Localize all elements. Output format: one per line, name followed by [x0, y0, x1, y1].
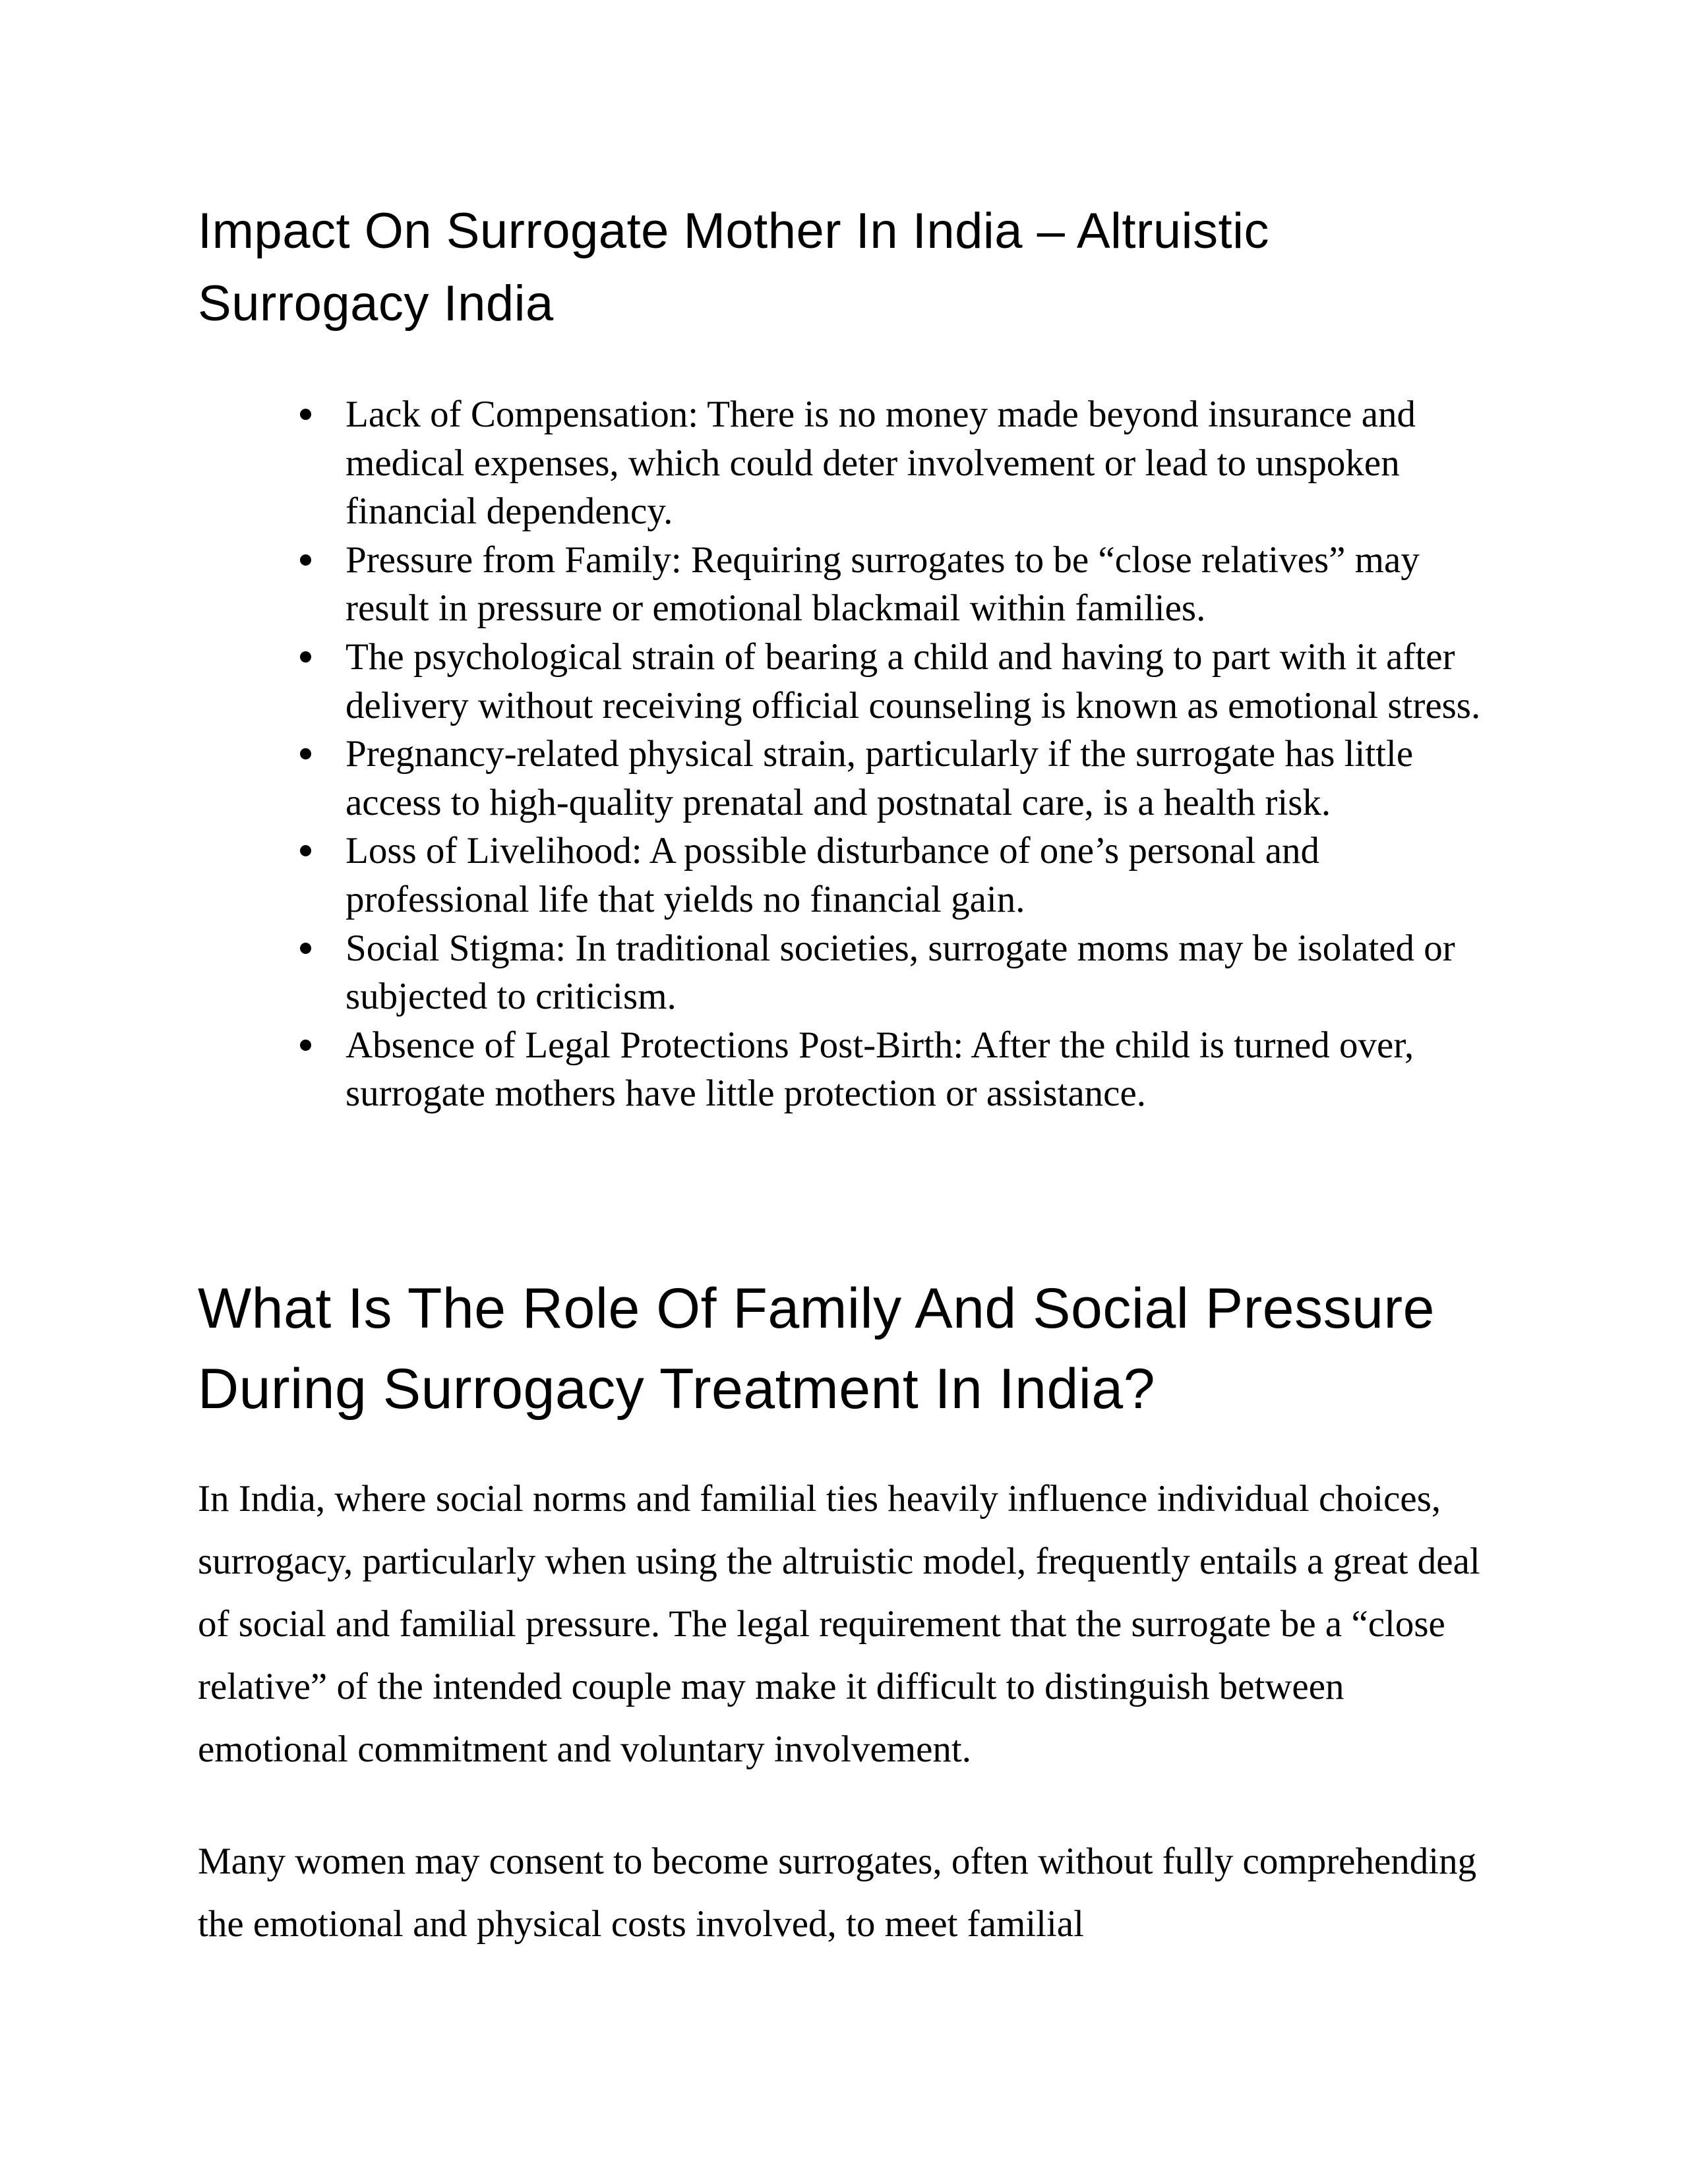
list-item-text: Social Stigma: In traditional societies, surrogate moms may be isolated or subjected to criticism. [346, 927, 1455, 1018]
list-item-text: Pressure from Family: Requiring surrogates to be “close relatives” may result in pressure or emotional blackmail within families. [346, 539, 1420, 630]
section-heading-family-pressure: What Is The Role Of Family And Social Pressure During Surrogacy Treatment In India? [198, 1277, 1435, 1421]
bullet-icon [300, 943, 311, 954]
list-item [198, 827, 1490, 924]
list-item [198, 924, 1490, 1021]
body-paragraph: In India, where social norms and familial ties heavily influence individual choices, surrogacy, particularly when using the altruistic model, frequently entails a great deal of social and familial pressure. The legal requirement that the surrogate be a “close relative” of the intended couple may make it difficult to distinguish between emotional commitment and voluntary involvement. [198, 1478, 1480, 1770]
bullet-icon [300, 409, 311, 420]
list-item [198, 730, 1490, 827]
section-heading-impact: Impact On Surrogate Mother In India – Altruistic Surrogacy India [198, 203, 1269, 332]
list-item-text: Pregnancy-related physical strain, particularly if the surrogate has little access to high-quality prenatal and postnatal care, is a health risk. [346, 733, 1414, 823]
list-item-text: Lack of Compensation: There is no money made beyond insurance and medical expenses, which could deter involvement or lead to unspoken financial dependency. [346, 394, 1416, 533]
list-item-text: Loss of Livelihood: A possible disturbance of one’s personal and professional life that yields no financial gain. [346, 830, 1320, 920]
bullet-icon [300, 651, 311, 663]
bullet-icon [300, 1040, 311, 1051]
list-item [198, 390, 1490, 536]
list-item-text: Absence of Legal Protections Post-Birth: After the child is turned over, surrogate mothers have little protection or assistance. [346, 1024, 1414, 1115]
bullet-icon [300, 845, 311, 856]
list-item [198, 633, 1490, 730]
impact-bullet-list [198, 390, 1490, 1118]
bullet-icon [300, 554, 311, 566]
bullet-icon [300, 748, 311, 759]
body-paragraph: Many women may consent to become surrogates, often without fully comprehending the emotional and physical costs involved, to meet familial [198, 1841, 1477, 1945]
list-item-text: The psychological strain of bearing a child and having to part with it after delivery without receiving official counseling is known as emotional stress. [346, 635, 1481, 726]
list-item [198, 536, 1490, 633]
list-item [198, 1021, 1490, 1118]
